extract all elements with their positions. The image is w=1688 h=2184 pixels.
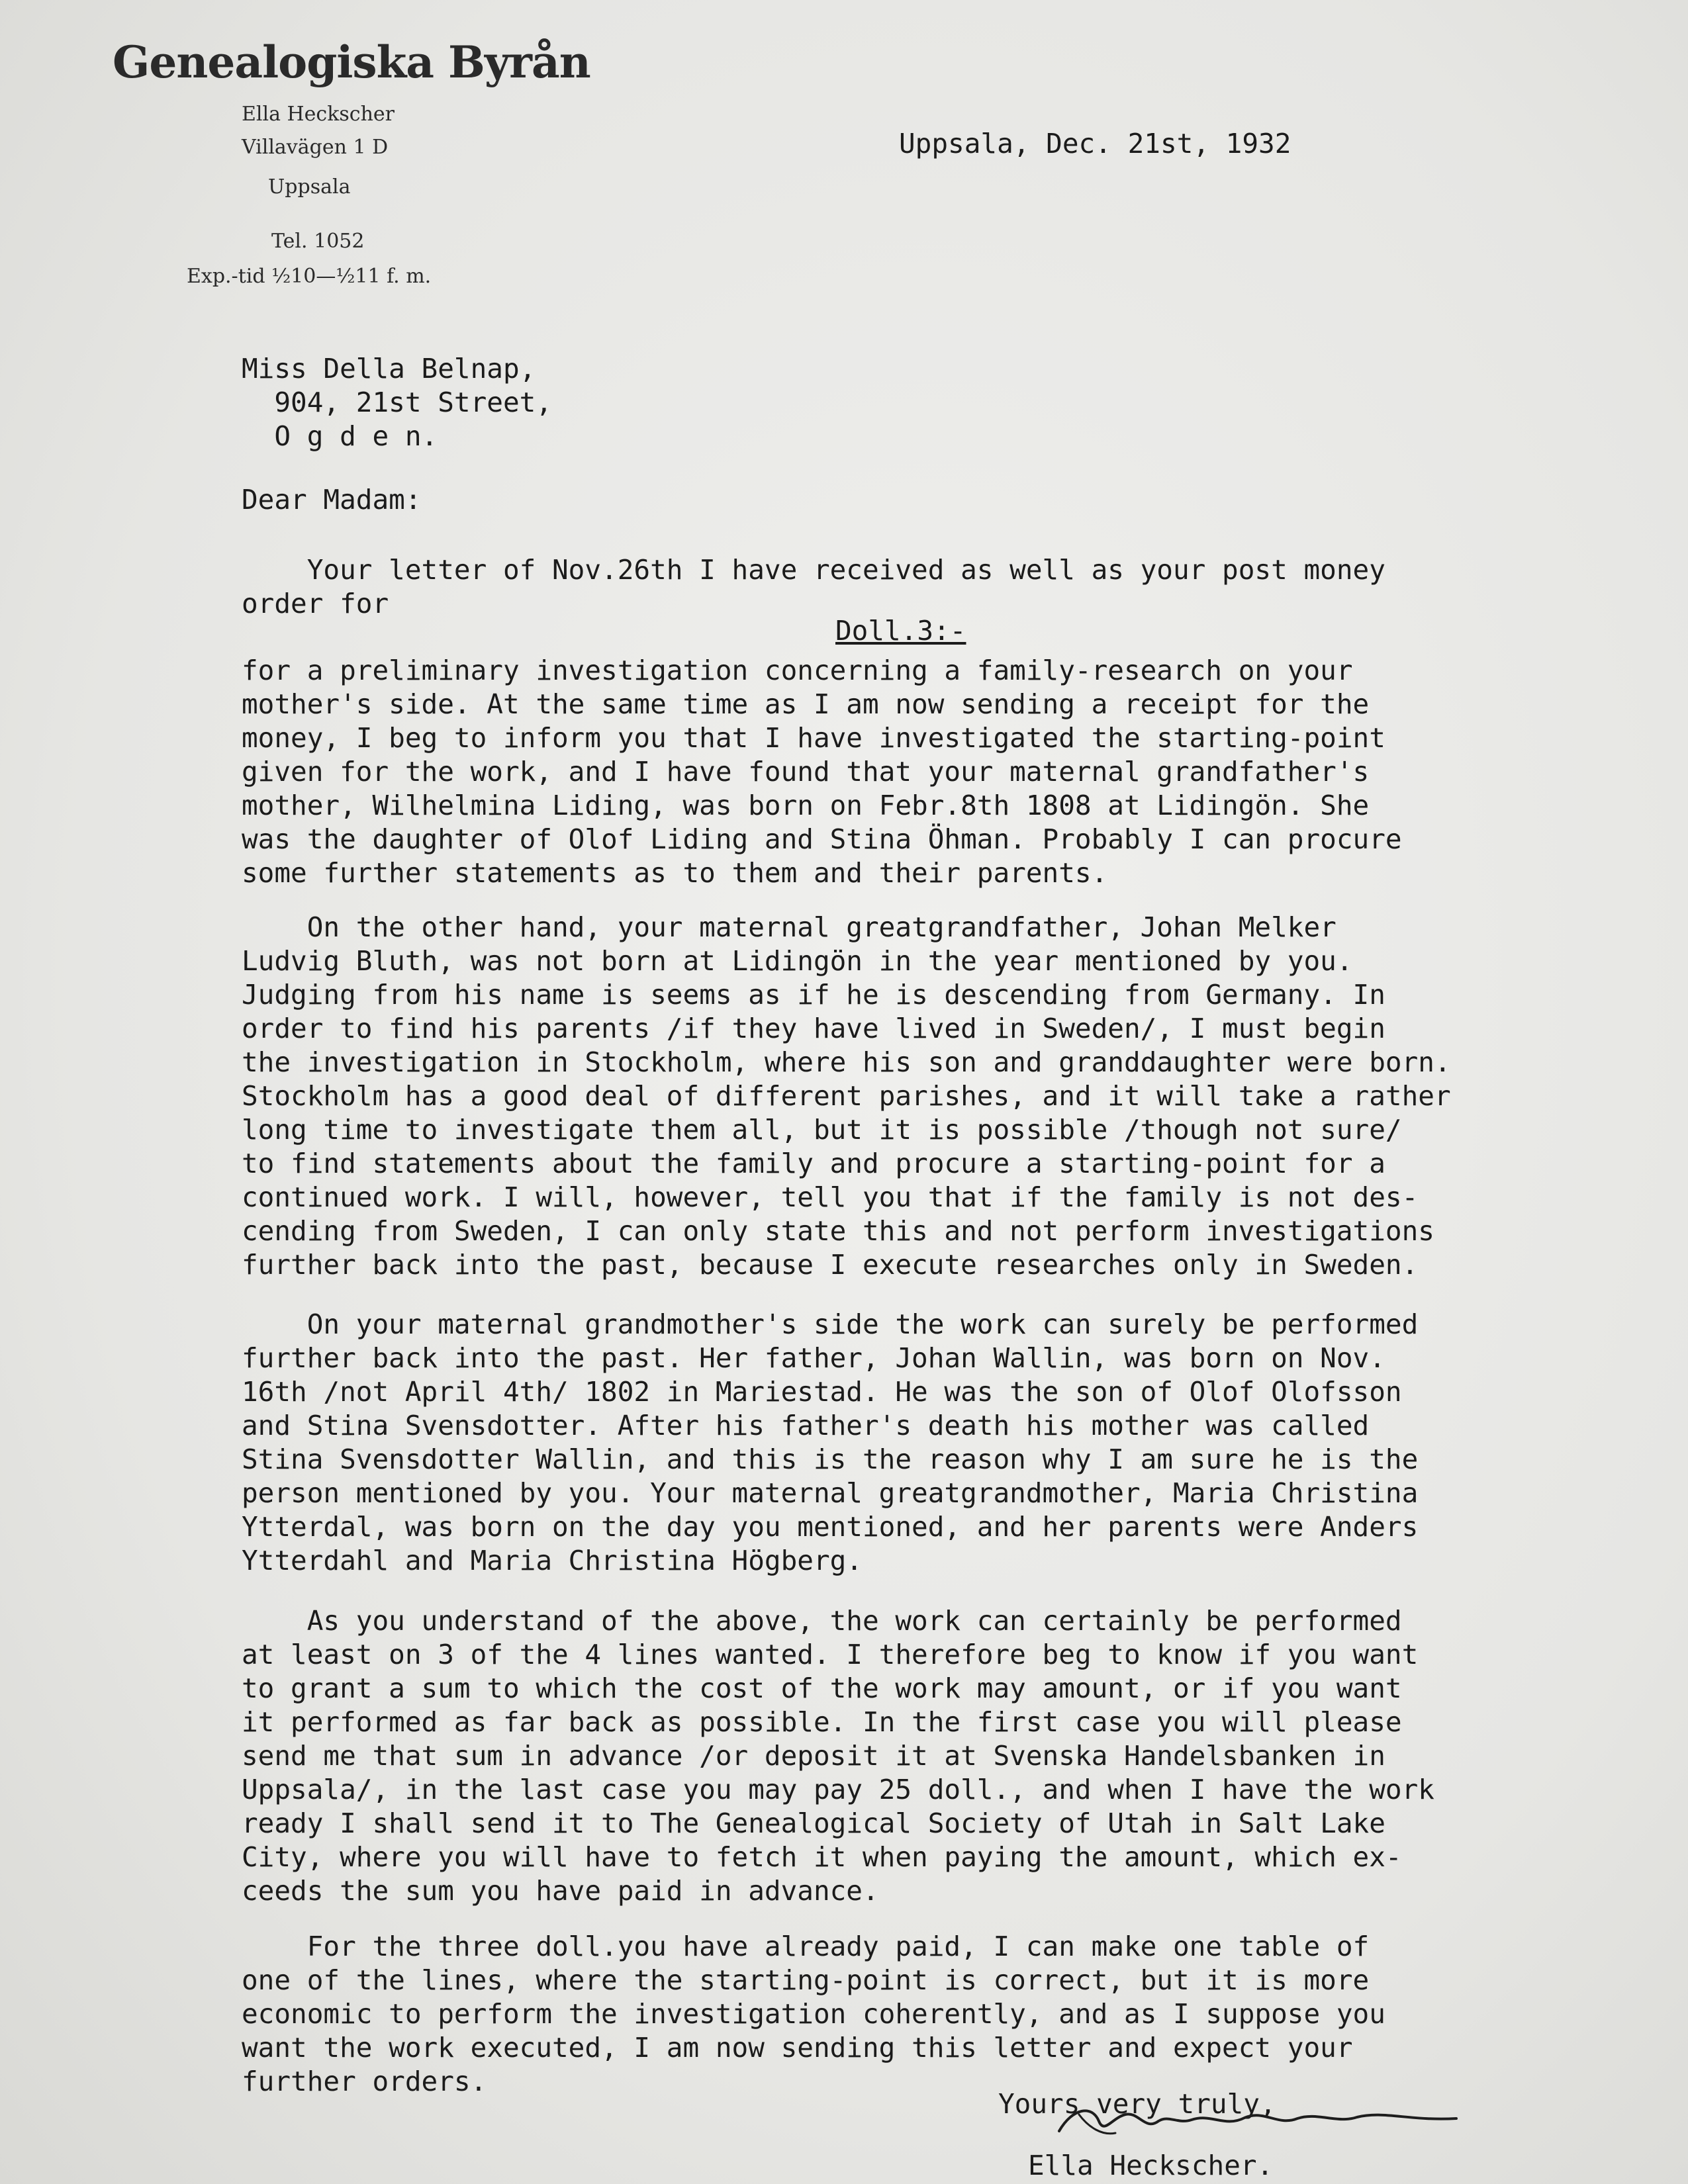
signatory-name: Ella Heckscher. <box>1028 2150 1274 2181</box>
recipient-line-1: Miss Della Belnap, <box>242 353 536 385</box>
letterhead-phone: Tel. 1052 <box>271 230 365 253</box>
recipient-line-3: O g d e n. <box>242 420 438 452</box>
letterhead-hours: Exp.-tid ½10—½11 f. m. <box>187 265 432 288</box>
letterhead-city: Uppsala <box>268 175 351 199</box>
date-line: Uppsala, Dec. 21st, 1932 <box>899 128 1291 159</box>
letterhead-name: Ella Heckscher <box>242 103 395 126</box>
payment-amount: Doll.3:- <box>835 615 966 647</box>
recipient-line-2: 904, 21st Street, <box>242 387 552 418</box>
paragraph-3: On your maternal grandmother's side the work can surely be performed further back into the past. Her father, Johan Wallin, was born on Nov. 16th /not April 4th/ 1802 in Mariestad. He was the son of Olof Olofsson and Stina Svensdotter. After his father's death his mother was called Stina Svensdotter Wallin, and this is the reason why I am sure he is the person mentioned by you. Your maternal greatgrandmother, Maria Christina Ytterdal, was born on the day you mentioned, and her parents were Anders Ytterdahl and Maria Christina Högberg. <box>242 1308 1419 1576</box>
closing: Yours very truly, <box>998 2088 1276 2120</box>
letterhead-firm-name: Genealogiska Byrån <box>113 36 590 88</box>
paragraph-4: As you understand of the above, the work can certainly be performed at least on 3 of the 4 lines wanted. I therefore beg to know if you want to grant a sum to which the cost of the work may amount, or if you want it performed as far back as possible. In the first case you will please send me that sum in advance /or deposit it at Svenska Handelsbanken in Uppsala/, in the last case you may pay 25 doll., and when I have the work ready I shall send it to The Genealogical Society of Utah in Salt Lake City, where you will have to fetch it when paying the amount, which ex- ceeds the sum you have paid in advance. <box>242 1605 1434 1907</box>
recipient-address <box>242 352 552 453</box>
paragraph-1-intro: Your letter of Nov.26th I have received as well as your post money order for <box>242 554 1385 619</box>
paragraph-2: On the other hand, your maternal greatgrandfather, Johan Melker Ludvig Bluth, was not born at Lidingön in the year mentioned by you. Judging from his name is seems as if he is descending from Germany. In order to find his parents /if they have lived in Sweden/, I must begin the investigation in Stockholm, where his son and granddaughter were born. Stockholm has a good deal of different parishes, and it will take a rather long time to investigate them all, but it is possible /though not sure/ to find statements about the family and procure a starting-point for a continued work. I will, however, tell you that if the family is not des- cending from Sweden, I can only state this and not perform investigations further back into the past, because I execute researches only in Sweden. <box>242 911 1451 1281</box>
handwritten-signature <box>1053 2095 1463 2148</box>
paragraph-5: For the three doll.you have already paid, I can make one table of one of the lines, where the starting-point is correct, but it is more economic to perform the investigation coherently, and as I suppose you want the work executed, I am now sending this letter and expect your further orders. <box>242 1931 1385 2097</box>
salutation: Dear Madam: <box>242 484 422 516</box>
letterhead-street: Villavägen 1 D <box>242 136 389 159</box>
paragraph-1-body: for a preliminary investigation concerning a family-research on your mother's side. At the same time as I am now sending a receipt for the money, I beg to inform you that I have investigated the starting-point given for the work, and I have found that your maternal grandfather's mother, Wilhelmina Liding, was born on Febr.8th 1808 at Lidingön. She was the daughter of Olof Liding and Stina Öhman. Probably I can procure some further statements as to them and their parents. <box>242 655 1402 889</box>
